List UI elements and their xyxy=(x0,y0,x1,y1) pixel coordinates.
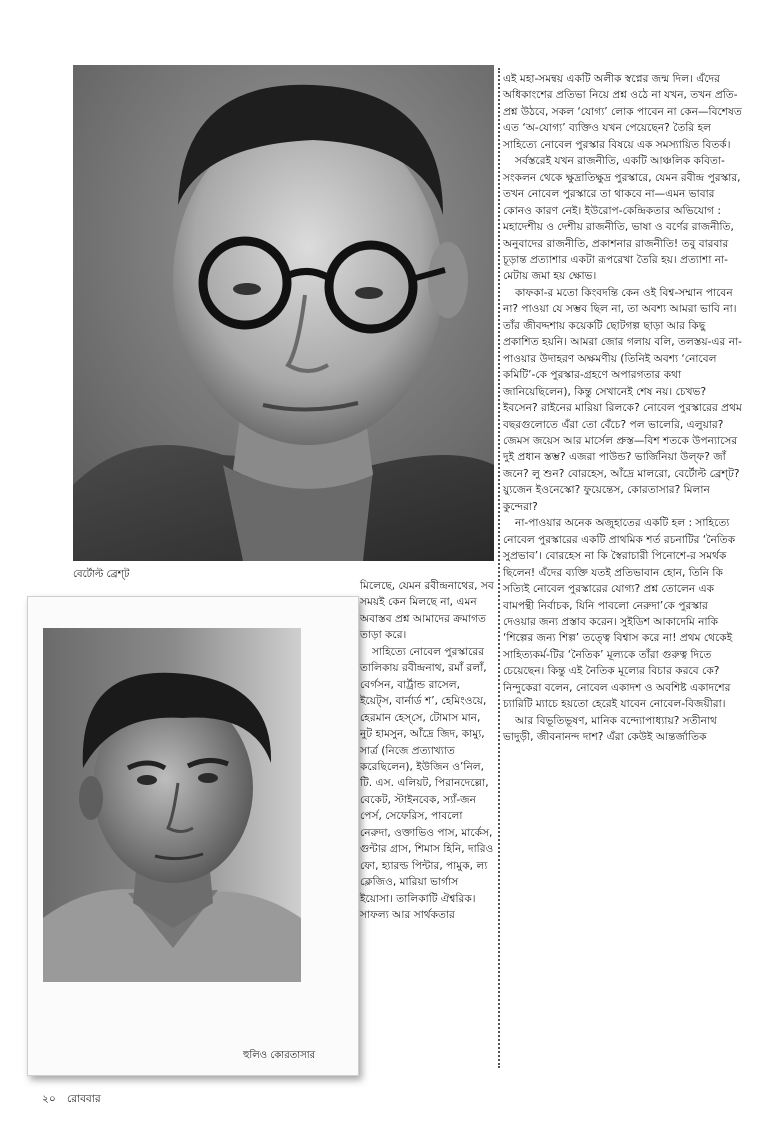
right-paragraph-3: কাফকা-র মতো কিংবদন্তি কেন ওই বিশ্ব-সম্মান পাবেন না? পাওয়া যে সম্ভব ছিল না, তা অবশ্য আমরা ভাবি না। তাঁর জীবদ্দশায় কয়েকটি ছোটগল্প ছাড়া আর কিছু প্রকাশিত হয়নি। আমরা জোর গলায় বলি, তলস্তয়-এর না-পাওয়ার উদাহরণ অক্ষমণীয় (তিনিই অবশ্য ‘নোবেল কমিটি’-কে পুরস্কার-গ্রহণে অপারগতার কথা জানিয়েছিলেন), কিন্তু সেখানেই শেষ নয়। চেখভ? ইবসেন? রাইনের মারিয়া রিলকে? নোবেল পুরস্কারের প্রথম বছরগুলোতে এঁরা তো বেঁচে? পল ভালেরি, এলুয়ার? জেমস জয়েস আর মার্সেল প্রুস্ত—বিশ শতকে উপন্যাসের দুই প্রধান স্তম্ভ? এজরা পাউন্ড? ভার্জিনিয়া উল্‌ফ? জাঁ জনে? লু শুন? বোরহেস, আঁদ্রে মালরো, বের্টোল্ট ব্রেশ্‌ট? য়্যুজেন ইওনেস্কো? ফুয়েন্তেস, কোরতাসার? মিলান কুন্দেরা? xyxy=(503,286,742,513)
right-paragraph-5: আর বিভূতিভূষণ, মানিক বন্দ্যোপাধ্যায়? সতীনাথ ভাদুড়ী, জীবনানন্দ দাশ? এঁরা কেউই আন্তর্জাতিক xyxy=(503,714,717,744)
right-paragraph-4: না-পাওয়ার অনেক অজুহাতের একটি হল : সাহিত্যে নোবেল পুরস্কারের একটি প্রাথমিক শর্ত রচনাটির ‘নৈতিক সুপ্রভাব’। বোরহেস না কি স্বৈরাচারী পিনোশে-র সমর্থক ছিলেন! এঁদের ব্যক্তি যতই প্রতিভাবান হোন, তিনি কি সত্যিই নোবেল পুরস্কারের যোগ্য? প্রশ্ন তোলেন এক বামপন্থী নির্বাচক, যিনি পাবলো নেরুদা’কে পুরস্কার দেওয়ার জন্য প্রস্তাব করেন। সুইডিশ আকাদেমি নাকি ‘শিল্পের জন্য শিল্প’ তত্ত্বে বিশ্বাস করে না! প্রথম থেকেই সাহিত্যকর্ম-টির ‘নৈতিক’ মূল্যকে তাঁরা গুরুত্ব দিতে চেয়েছেন। কিন্তু এই নৈতিক মূল্যের বিচার করবে কে? নিন্দুকেরা বলেন, নোবেল একাদশ ও অবশিষ্ট একাদশের চ্যারিটি ম্যাচে হয়তো হেরেই যাবেন নোবেল-বিজয়ীরা। xyxy=(503,517,736,711)
cortazar-portrait-image xyxy=(43,628,301,982)
brecht-portrait-image xyxy=(73,65,494,561)
page-number: ২০ xyxy=(42,1093,56,1105)
caption-cortazar: হুলিও কোরতাসার xyxy=(243,1050,316,1061)
page-footer xyxy=(42,1092,109,1109)
column-divider xyxy=(498,68,500,1068)
left-paragraph-2: সাহিত্যে নোবেল পুরস্কারের তালিকায় রবীন্দ্রনাথ, রমাঁ রলাঁ, বের্গসন, বার্ট্রান্ড রাসেল, ইয়েট্‌স, বার্নার্ড শ’, হেমিংওয়ে, হেরমান হেস্‌সে, টোমাস মান, নুট হামসুন, আঁদ্রে জিদ, কাম্যু, সার্ত্র (নিজে প্রত্যাখ্যাত করেছিলেন), ইউজিন ও’নিল, টি. এস. এলিয়ট, পিরানদেল্লো, বেকেট, স্টাইনবেক, স্যাঁ-জন পের্স, সেফেরিস, পাবলো নেরুদা, ওক্তাভিও পাস, মার্কেস, গুন্টার গ্রাস, শিমাস হিনি, দারিও ফো, হ্যারল্ড পিন্টার, পামুক, ল্য ক্লেজিও, মারিয়া ভার্গাস ইয়োসা। তালিকাটি ঐশ্বরিক। সাফল্য আর সার্থকতার xyxy=(360,645,494,922)
right-paragraph-2: সর্বস্তরেই যখন রাজনীতি, একটি আঞ্চলিক কবিতা-সংকলন থেকে ক্ষুদ্রাতিক্ষুদ্র পুরস্কারে, যেমন রবীন্দ্র পুরস্কার, তখন নোবেল পুরস্কারে তা থাকবে না—এমন ভাবার কোনও কারণ নেই। ইউরোপ-কেন্দ্রিকতার অভিযোগ : মহাদেশীয় ও দেশীয় রাজনীতি, ভাষা ও বর্ণের রাজনীতি, অনুবাদের রাজনীতি, প্রকাশনার রাজনীতি! তবু বারবার চূড়ান্ত প্রত্যাশার একটা রূপরেখা তৈরি হয়। প্রত্যাশা না-মেটায় জমা হয় ক্ষোভ। xyxy=(503,155,741,283)
publication-name: রোববার xyxy=(67,1093,101,1105)
right-text-column xyxy=(503,71,743,746)
left-text-column xyxy=(360,578,494,924)
right-paragraph-1: এই মহা-সমন্বয় একটি অলীক স্বপ্নের জন্ম দিল। এঁদের অধিকাংশের প্রতিভা নিয়ে প্রশ্ন ওঠে না যখন, তখন প্রতি-প্রশ্ন উঠবে, সকল ‘যোগ্য’ লোক পাবেন না কেন—বিশেষত এত ‘অ-যোগ্য’ ব্যক্তিও যখন পেয়েছেন? তৈরি হল সাহিত্যে নোবেল পুরস্কার বিষয়ে এক সমস্যায়িত বিতর্ক। xyxy=(503,73,742,151)
left-paragraph-1: মিলেছে, যেমন রবীন্দ্রনাথের, সব সময়ই কেন মিলছে না, এমন অবাস্তব প্রশ্ন আমাদের ক্রমাগত তাড়া করে। xyxy=(360,580,494,642)
photo-brecht xyxy=(73,65,494,561)
caption-brecht: বের্টোল্ট ব্রেশ্‌ট xyxy=(73,569,130,580)
photo-cortazar xyxy=(43,628,301,982)
